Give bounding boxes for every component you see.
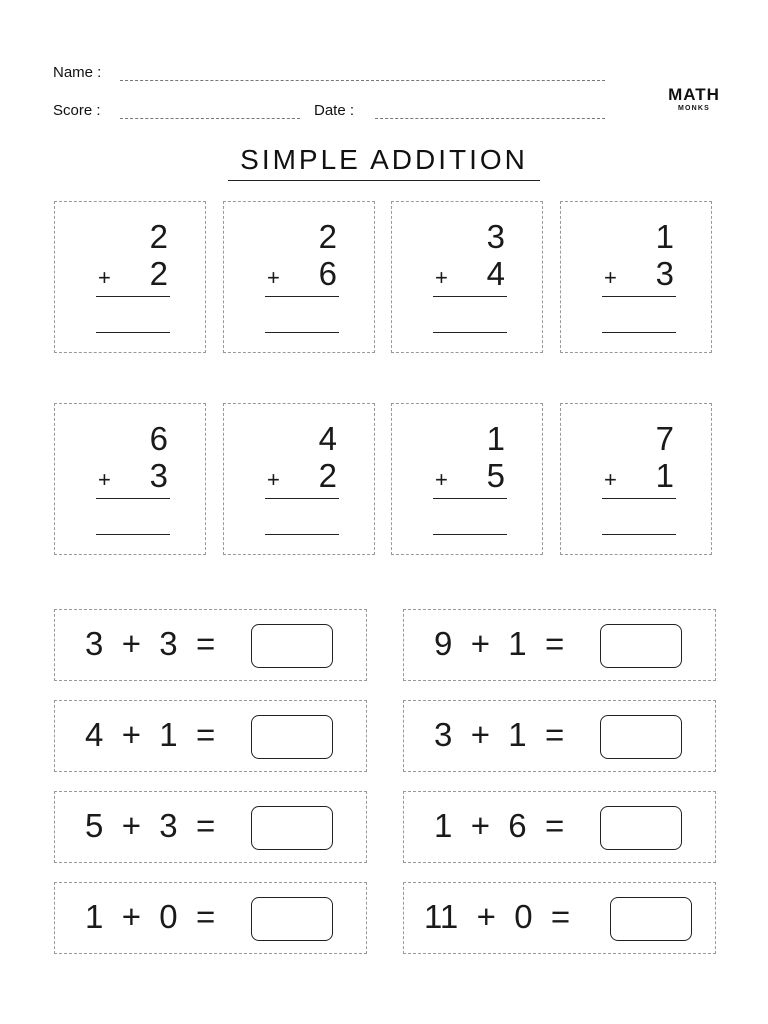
sum-rule bbox=[96, 296, 170, 297]
bottom-addend: 2 bbox=[149, 255, 168, 292]
top-addend: 1 bbox=[486, 420, 505, 457]
plus-sign: + bbox=[435, 265, 448, 290]
vertical-problem-card bbox=[54, 201, 206, 353]
answer-line[interactable] bbox=[602, 534, 676, 535]
vertical-problem-card bbox=[54, 403, 206, 555]
plus-sign: + bbox=[267, 265, 280, 290]
equation-card bbox=[54, 609, 367, 681]
plus-sign: + bbox=[604, 265, 617, 290]
score-label: Score : bbox=[53, 102, 101, 119]
bottom-addend: 4 bbox=[486, 255, 505, 292]
top-addend: 2 bbox=[149, 218, 168, 255]
bottom-addend: 2 bbox=[318, 457, 337, 494]
answer-box[interactable] bbox=[251, 806, 333, 850]
answer-box[interactable] bbox=[600, 715, 682, 759]
date-label: Date : bbox=[314, 102, 355, 119]
top-addend: 7 bbox=[655, 420, 674, 457]
vertical-problem-card bbox=[560, 403, 712, 555]
vertical-problem-card bbox=[391, 201, 543, 353]
vertical-problem-card bbox=[223, 403, 375, 555]
equation-card bbox=[54, 700, 367, 772]
equation-card bbox=[403, 791, 716, 863]
top-addend: 6 bbox=[149, 420, 168, 457]
vertical-problem-card bbox=[223, 201, 375, 353]
answer-box[interactable] bbox=[251, 624, 333, 668]
equation-text: 1 + 6 = bbox=[434, 807, 565, 844]
plus-sign: + bbox=[604, 467, 617, 492]
name-field[interactable] bbox=[120, 80, 605, 81]
sum-rule bbox=[433, 296, 507, 297]
top-addend: 2 bbox=[318, 218, 337, 255]
bottom-addend: 3 bbox=[655, 255, 674, 292]
plus-sign: + bbox=[267, 467, 280, 492]
equation-text: 3 + 3 = bbox=[85, 625, 216, 662]
logo-subtitle: MONKS bbox=[677, 105, 711, 112]
page-title: SIMPLE ADDITION bbox=[228, 142, 540, 181]
top-addend: 3 bbox=[486, 218, 505, 255]
bottom-addend: 5 bbox=[486, 457, 505, 494]
answer-line[interactable] bbox=[96, 332, 170, 333]
plus-sign: + bbox=[98, 467, 111, 492]
sum-rule bbox=[602, 296, 676, 297]
top-addend: 4 bbox=[318, 420, 337, 457]
answer-line[interactable] bbox=[433, 534, 507, 535]
answer-box[interactable] bbox=[600, 806, 682, 850]
top-addend: 1 bbox=[655, 218, 674, 255]
sum-rule bbox=[433, 498, 507, 499]
logo-wordmark: MATH bbox=[668, 85, 720, 104]
equation-text: 3 + 1 = bbox=[434, 716, 565, 753]
equation-text: 4 + 1 = bbox=[85, 716, 216, 753]
answer-line[interactable] bbox=[433, 332, 507, 333]
equation-text: 11 + 0 = bbox=[424, 898, 571, 935]
date-field[interactable] bbox=[375, 118, 605, 119]
equation-card bbox=[403, 882, 716, 954]
equation-text: 1 + 0 = bbox=[85, 898, 216, 935]
answer-line[interactable] bbox=[265, 332, 339, 333]
math-monks-logo bbox=[664, 86, 724, 116]
vertical-problem-card bbox=[560, 201, 712, 353]
vertical-problem-card bbox=[391, 403, 543, 555]
sum-rule bbox=[602, 498, 676, 499]
sum-rule bbox=[265, 296, 339, 297]
answer-line[interactable] bbox=[96, 534, 170, 535]
bottom-addend: 3 bbox=[149, 457, 168, 494]
answer-line[interactable] bbox=[265, 534, 339, 535]
bottom-addend: 1 bbox=[655, 457, 674, 494]
equation-card bbox=[54, 791, 367, 863]
plus-sign: + bbox=[98, 265, 111, 290]
equation-card bbox=[403, 609, 716, 681]
equation-card bbox=[54, 882, 367, 954]
answer-box[interactable] bbox=[251, 897, 333, 941]
bottom-addend: 6 bbox=[318, 255, 337, 292]
answer-box[interactable] bbox=[600, 624, 682, 668]
sum-rule bbox=[265, 498, 339, 499]
answer-box[interactable] bbox=[251, 715, 333, 759]
equation-text: 9 + 1 = bbox=[434, 625, 565, 662]
answer-line[interactable] bbox=[602, 332, 676, 333]
equation-card bbox=[403, 700, 716, 772]
plus-sign: + bbox=[435, 467, 448, 492]
name-label: Name : bbox=[53, 64, 102, 81]
equation-text: 5 + 3 = bbox=[85, 807, 216, 844]
sum-rule bbox=[96, 498, 170, 499]
answer-box[interactable] bbox=[610, 897, 692, 941]
score-field[interactable] bbox=[120, 118, 300, 119]
